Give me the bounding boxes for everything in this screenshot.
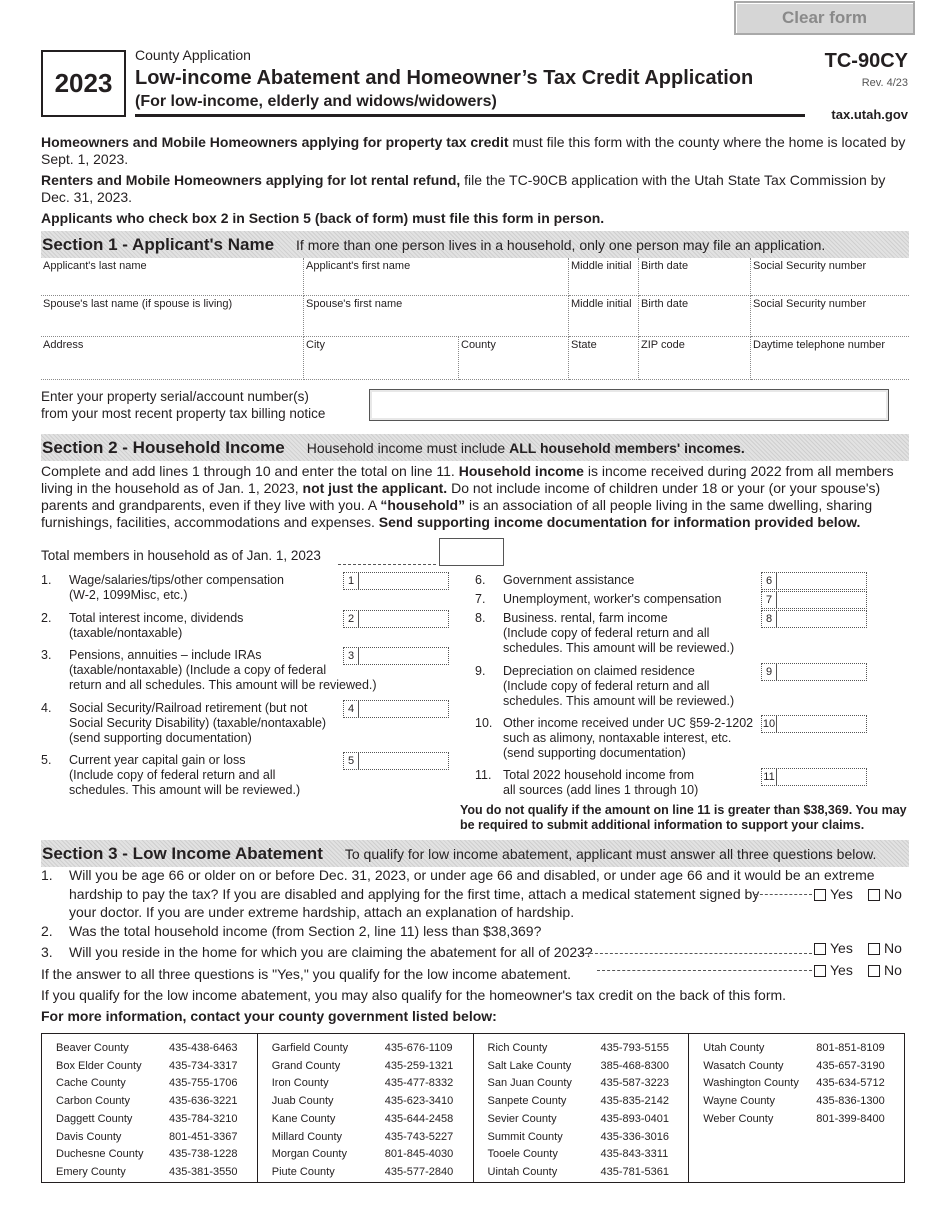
q3-leader: [597, 970, 812, 971]
county-name: San Juan County: [487, 1077, 572, 1090]
line-description: Business. rental, farm income (Include copy of federal return and all schedules. This amount will be reviewed.): [503, 611, 735, 655]
q1-no-checkbox[interactable]: [868, 889, 880, 901]
q3-yes-checkbox[interactable]: [814, 965, 826, 977]
line-number: 4.: [41, 701, 52, 715]
county-row: [56, 1146, 257, 1164]
q2-no-checkbox[interactable]: [868, 943, 880, 955]
county-row: [488, 1093, 689, 1111]
line-description: Social Security/Railroad retirement (but not Social Security Disability) (taxable/nontaxable) (send supporting documentation): [69, 701, 327, 745]
form-year: 2023: [41, 50, 126, 117]
website: tax.utah.gov: [831, 107, 908, 122]
income-line-3-input[interactable]: [343, 647, 449, 665]
line-box-label: 4: [344, 701, 359, 717]
zip-code-field[interactable]: ZIP code: [639, 337, 751, 380]
line-description: Depreciation on claimed residence (Include copy of federal return and all schedules. This amount will be reviewed.): [503, 664, 735, 708]
county-name: Wasatch County: [703, 1059, 784, 1072]
county-name: Weber County: [703, 1112, 774, 1125]
section1-grid: [41, 258, 909, 380]
county-row: [488, 1075, 689, 1093]
line-box-label: 2: [344, 611, 359, 627]
county-phone: 435-587-3223: [600, 1077, 670, 1090]
line-number: 11.: [475, 768, 492, 782]
county-name: Millard County: [271, 1130, 343, 1143]
section1-header: Section 1 - Applicant's Name If more than one person lives in a household, only one person may file an application.: [41, 231, 909, 258]
county-name: Piute County: [271, 1165, 335, 1178]
spouse-birth-date-field[interactable]: Birth date: [639, 296, 751, 337]
income-line-7-input[interactable]: [761, 591, 867, 609]
form-subtitle: County Application: [135, 47, 251, 63]
form-revision: Rev. 4/23: [861, 77, 908, 89]
applicant-middle-initial-field[interactable]: Middle initial: [569, 258, 639, 296]
line-number: 9.: [475, 664, 486, 678]
q2-leader: [580, 953, 812, 954]
county-row: [272, 1075, 473, 1093]
county-row: [488, 1146, 689, 1164]
county-row: [488, 1058, 689, 1076]
intro-in-person: Applicants who check box 2 in Section 5 (back of form) must file this form in person.: [41, 210, 605, 226]
county-phone: 435-755-1706: [169, 1077, 238, 1090]
county-name: Daggett County: [56, 1112, 133, 1125]
contact-heading: For more information, contact your county government listed below:: [41, 1008, 497, 1024]
line-description: Pensions, annuities – include IRAs (taxable/nontaxable) (Include a copy of federal return and all schedules. This amount will be reviewed.): [69, 648, 377, 692]
county-row: [272, 1111, 473, 1129]
q1-yes[interactable]: Yes: [814, 886, 853, 902]
members-input[interactable]: [439, 538, 504, 566]
line-number: 7.: [475, 592, 486, 606]
county-phone: 435-438-6463: [169, 1042, 238, 1054]
spouse-ssn-field[interactable]: Social Security number: [751, 296, 909, 337]
income-line-8-input[interactable]: [761, 610, 867, 628]
line-box-label: 9: [762, 664, 777, 680]
address-field[interactable]: Address: [41, 337, 304, 380]
county-name: Iron County: [271, 1077, 329, 1090]
q3-yes[interactable]: Yes: [814, 962, 853, 978]
county-name: Box Elder County: [56, 1059, 142, 1072]
county-name: Sanpete County: [487, 1095, 567, 1108]
applicant-birth-date-field[interactable]: Birth date: [639, 258, 751, 296]
q1-text-line1: Will you be age 66 or older on or before Dec. 31, 2023, or under age 66 and disabled, or under age 66 and it would be an extreme: [69, 867, 875, 883]
section2-intro: Complete and add lines 1 through 10 and enter the total on line 11. Household income is income received during 2022 from all members living in the household as of Jan. 1, 2023, not just the applicant. Do not include income of children under 18 or your (or your spouse's) parents and grandparents, even if they live with you. A “household” is an association of all people living in the same dwelling, sharing furnishings, facilities, accommodations and expenses. Send supporting income documentation for information provided below.: [41, 463, 894, 530]
county-name: Kane County: [271, 1112, 336, 1125]
line-box-label: 6: [762, 573, 777, 589]
county-name: Beaver County: [56, 1042, 129, 1054]
county-row: [272, 1146, 473, 1164]
line-box-label: 7: [762, 592, 777, 608]
line-number: 8.: [475, 611, 486, 625]
county-row: [703, 1111, 904, 1129]
county-phone: 435-843-3311: [600, 1148, 669, 1161]
county-name: Davis County: [56, 1130, 122, 1143]
serial-number-label: Enter your property serial/account number(s) from your most recent property tax billing notice: [41, 389, 326, 421]
serial-number-input[interactable]: [369, 389, 889, 421]
intro-renters: Renters and Mobile Homeowners applying for lot rental refund, file the TC-90CB application with the Utah State Tax Commission by Dec. 31, 2023.: [41, 172, 886, 205]
county-row: [56, 1058, 257, 1076]
county-row: [703, 1075, 904, 1093]
line-description: Current year capital gain or loss (Include copy of federal return and all schedules. This amount will be reviewed.): [69, 753, 301, 797]
line-description: Total 2022 household income from all sources (add lines 1 through 10): [503, 768, 699, 797]
income-line-1-input[interactable]: [343, 572, 449, 590]
members-leader: [338, 564, 436, 565]
county-row: [488, 1111, 689, 1129]
income-line-2-input[interactable]: [343, 610, 449, 628]
applicant-ssn-field[interactable]: Social Security number: [751, 258, 909, 296]
county-row: [272, 1129, 473, 1147]
line-number: 10.: [475, 716, 493, 730]
county-phone: 801-399-8400: [816, 1112, 885, 1125]
q2-number: 2.: [41, 923, 53, 939]
county-field[interactable]: County: [459, 337, 569, 380]
line-box-label: 5: [344, 753, 359, 769]
q2-text: Was the total household income (from Section 2, line 11) less than $38,369?: [69, 923, 542, 939]
county-name: Tooele County: [487, 1148, 558, 1161]
county-column-3: [473, 1034, 689, 1182]
line-number: 5.: [41, 753, 52, 767]
county-phone: 435-381-3550: [169, 1165, 238, 1178]
county-row: [272, 1040, 473, 1058]
also-qualify-note: If you qualify for the low income abatement, you may also qualify for the homeowner's tax credit on the back of this form.: [41, 987, 787, 1003]
clear-form-button[interactable]: Clear form: [734, 1, 915, 35]
county-column-1: [42, 1034, 257, 1182]
income-limit-warning: You do not qualify if the amount on line 11 is greater than $38,369. You may be required to submit additional information to support your claims.: [460, 803, 907, 832]
county-phone: 435-657-3190: [816, 1059, 885, 1072]
county-name: Rich County: [487, 1042, 548, 1054]
q3-number: 3.: [41, 944, 53, 960]
county-name: Grand County: [271, 1059, 341, 1072]
spouse-middle-initial-field[interactable]: Middle initial: [569, 296, 639, 337]
section2-header: Section 2 - Household Income Household income must include ALL household members' incomes.: [41, 434, 909, 461]
county-name: Salt Lake County: [487, 1059, 572, 1072]
intro-homeowners: Homeowners and Mobile Homeowners applying for property tax credit must file this form with the county where the home is located by Sept. 1, 2023.: [41, 134, 906, 167]
q1-text-line2: hardship to pay the tax? If you are disabled and applying for the first time, attach a medical statement signed by: [69, 886, 760, 902]
line-description: Total interest income, dividends (taxable/nontaxable): [69, 611, 244, 640]
county-name: Emery County: [56, 1165, 126, 1178]
state-field[interactable]: State: [569, 337, 639, 380]
county-phone: 385-468-8300: [600, 1059, 670, 1072]
county-phone: 435-893-0401: [600, 1112, 670, 1125]
county-name: Juab County: [271, 1095, 334, 1108]
line-number: 1.: [41, 573, 52, 587]
income-line-10-input[interactable]: [761, 715, 867, 733]
county-phone: 801-845-4030: [384, 1148, 454, 1161]
applicant-first-name-field[interactable]: Applicant's first name: [304, 258, 569, 296]
county-column-2: [257, 1034, 473, 1182]
form-title: Low-income Abatement and Homeowner’s Tax Credit Application: [135, 67, 754, 89]
county-row: [703, 1093, 904, 1111]
line-box-label: 3: [344, 648, 359, 664]
county-row: [56, 1093, 257, 1111]
county-row: [56, 1111, 257, 1129]
county-phone: 435-676-1109: [384, 1042, 453, 1054]
county-name: Morgan County: [271, 1148, 347, 1161]
county-phone: 435-743-5227: [384, 1130, 454, 1143]
income-line-11-input[interactable]: [761, 768, 867, 786]
daytime-phone-field[interactable]: Daytime telephone number: [751, 337, 909, 380]
county-phone: 435-734-3317: [169, 1059, 238, 1072]
county-phone: 435-636-3221: [169, 1095, 238, 1108]
applicant-last-name-field[interactable]: Applicant's last name: [41, 258, 304, 296]
county-name: Utah County: [703, 1042, 765, 1054]
county-name: Wayne County: [703, 1095, 775, 1108]
q2-yes[interactable]: Yes: [814, 940, 853, 956]
county-phone: 801-451-3367: [169, 1130, 238, 1143]
members-label: Total members in household as of Jan. 1, 2023: [41, 548, 321, 563]
income-line-4-input[interactable]: [343, 700, 449, 718]
spouse-first-name-field[interactable]: Spouse's first name: [304, 296, 569, 337]
income-line-6-input[interactable]: [761, 572, 867, 590]
county-phone: 435-259-1321: [384, 1059, 454, 1072]
section3-header: Section 3 - Low Income Abatement To qualify for low income abatement, applicant must answer all three questions below.: [41, 840, 909, 867]
city-field[interactable]: City: [304, 337, 459, 380]
county-name: Sevier County: [487, 1112, 557, 1125]
county-name: Carbon County: [56, 1095, 130, 1108]
county-name: Garfield County: [271, 1042, 349, 1054]
county-row: [56, 1129, 257, 1147]
county-name: Cache County: [56, 1077, 126, 1090]
line-description: Wage/salaries/tips/other compensation (W-2, 1099Misc, etc.): [69, 573, 284, 602]
line-description: Unemployment, worker's compensation: [503, 592, 722, 606]
county-row: [488, 1040, 689, 1058]
county-phone: 435-477-8332: [384, 1077, 454, 1090]
county-phone: 435-644-2458: [384, 1112, 454, 1125]
income-line-9-input[interactable]: [761, 663, 867, 681]
county-row: [272, 1058, 473, 1076]
line-number: 2.: [41, 611, 52, 625]
county-phone: 435-577-2840: [384, 1165, 454, 1178]
q3-no[interactable]: No: [868, 962, 902, 978]
q2-no[interactable]: No: [868, 940, 902, 956]
spouse-last-name-field[interactable]: Spouse's last name (if spouse is living): [41, 296, 304, 337]
county-phone: 435-836-1300: [816, 1095, 885, 1108]
q1-leader: [755, 894, 812, 895]
county-row: [488, 1129, 689, 1147]
line-box-label: 8: [762, 611, 777, 627]
county-name: Washington County: [703, 1077, 799, 1090]
county-phone: 435-336-3016: [600, 1130, 670, 1143]
county-phone: 435-784-3210: [169, 1112, 238, 1125]
line-box-label: 10: [762, 718, 776, 730]
county-phone: 801-851-8109: [816, 1042, 885, 1054]
line-description: Other income received under UC §59-2-1202 such as alimony, nontaxable interest, etc. (send supporting documentation): [503, 716, 754, 760]
county-row: [703, 1058, 904, 1076]
county-phone: 435-835-2142: [600, 1095, 670, 1108]
county-row: [56, 1075, 257, 1093]
county-row: [272, 1093, 473, 1111]
county-column-4: [688, 1034, 904, 1182]
county-row: [488, 1164, 689, 1182]
county-phone: 435-623-3410: [384, 1095, 454, 1108]
line-box-label: 11: [762, 769, 777, 785]
county-row: [56, 1040, 257, 1058]
title-rule: [135, 114, 805, 117]
form-number: TC-90CY: [824, 50, 908, 72]
line-box-label: 1: [344, 573, 359, 589]
form-title-paren: (For low-income, elderly and widows/widowers): [135, 93, 497, 110]
county-row: [703, 1040, 904, 1058]
county-name: Summit County: [487, 1130, 563, 1143]
q2-yes-checkbox[interactable]: [814, 943, 826, 955]
q1-yes-checkbox[interactable]: [814, 889, 826, 901]
line-number: 3.: [41, 648, 52, 662]
q1-number: 1.: [41, 867, 53, 883]
county-phone: 435-634-5712: [816, 1077, 885, 1090]
q3-no-checkbox[interactable]: [868, 965, 880, 977]
county-phone: 435-781-5361: [600, 1165, 670, 1178]
county-row: [56, 1164, 257, 1182]
q3-text: Will you reside in the home for which you are claiming the abatement for all of 2023?: [69, 944, 593, 960]
county-phone: 435-738-1228: [169, 1148, 238, 1161]
county-row: [272, 1164, 473, 1182]
line-number: 6.: [475, 573, 486, 587]
income-line-5-input[interactable]: [343, 752, 449, 770]
q1-no[interactable]: No: [868, 886, 902, 902]
qualify-statement: If the answer to all three questions is "Yes," you qualify for the low income abatement.: [41, 966, 572, 982]
line-description: Government assistance: [503, 573, 635, 587]
q1-text-line3: your doctor. If you are under extreme hardship, attach an explanation of hardship.: [69, 904, 575, 920]
county-name: Uintah County: [487, 1165, 558, 1178]
county-contact-table: [41, 1033, 905, 1183]
county-name: Duchesne County: [56, 1148, 144, 1161]
county-phone: 435-793-5155: [600, 1042, 670, 1054]
